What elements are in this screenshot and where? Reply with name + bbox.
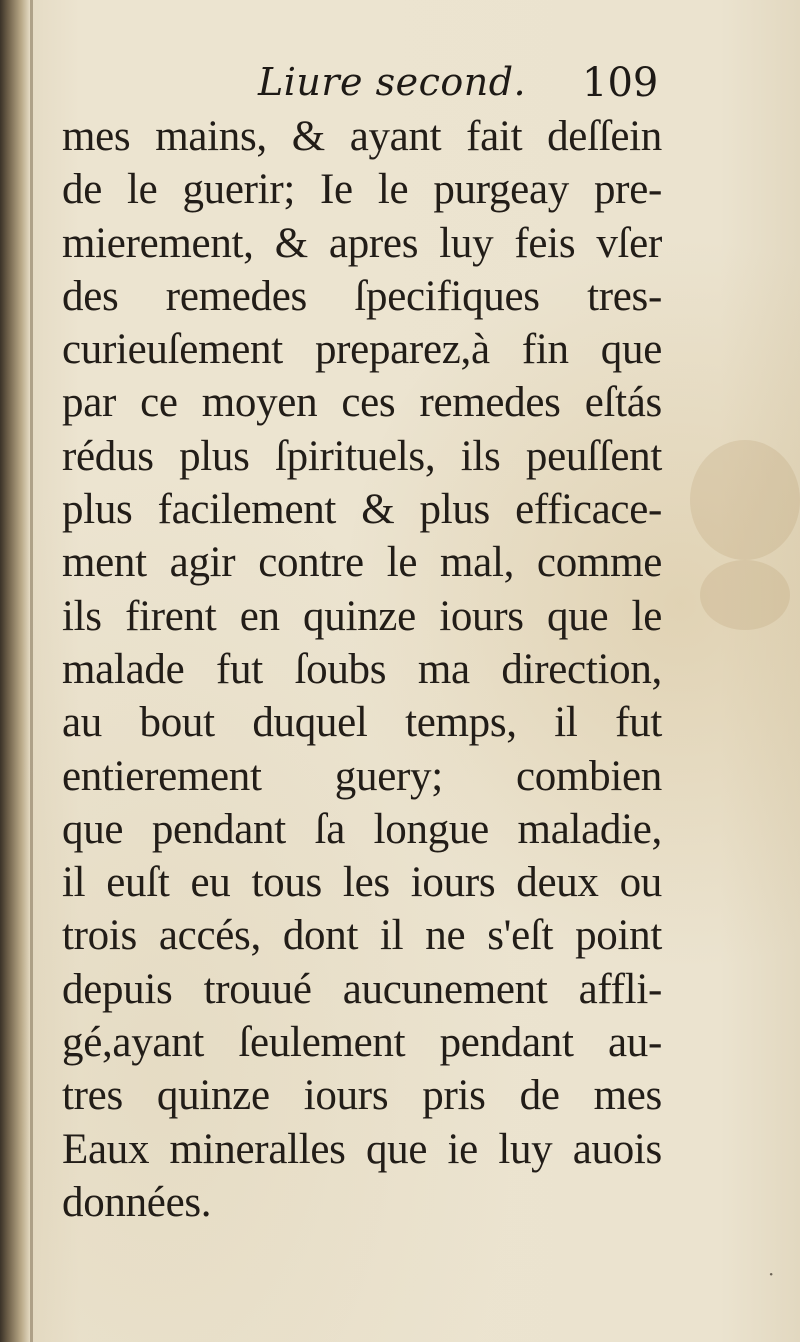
text-line: mes mains, & ayant fait deſſein <box>62 113 662 160</box>
running-title: Liure second. <box>258 60 527 104</box>
text-line: Eaux mineralles que ie luy auois <box>62 1125 662 1173</box>
text-line: trois accés, dont il ne s'eſt point <box>62 912 662 960</box>
foxing-stain <box>700 560 790 630</box>
text-line: rédus plus ſpirituels, ils peuſſent <box>62 432 662 480</box>
text-line: malade fut ſoubs ma direction, <box>62 645 662 693</box>
text-line: que pendant ſa longue maladie, <box>62 805 662 853</box>
text-line: ment agir contre le mal, comme <box>62 539 662 587</box>
text-line: gé,ayant ſeulement pendant au- <box>62 1019 662 1067</box>
page-number: 109 <box>582 60 659 106</box>
text-line: entierement guery; combien <box>62 752 662 800</box>
text-line: ils firent en quinze iours que le <box>62 592 662 640</box>
text-line: par ce moyen ces remedes eſtás <box>62 379 662 427</box>
text-line: mierement, & apres luy feis vſer <box>62 219 662 267</box>
text-line: au bout duquel temps, il fut <box>62 699 662 747</box>
body-text <box>62 110 662 1229</box>
text-line: données. <box>62 1178 212 1226</box>
text-line: des remedes ſpecifiques tres- <box>62 272 662 320</box>
page-header <box>0 52 800 112</box>
text-line: de le guerir; Ie le purgeay pre- <box>62 166 662 214</box>
text-line: il euſt eu tous les iours deux ou <box>62 859 662 907</box>
foxing-stain <box>690 440 800 560</box>
margin-specks: · <box>768 1262 775 1286</box>
text-line: depuis trouué aucunement affli- <box>62 965 662 1013</box>
text-line: plus facilement & plus efficace- <box>62 486 662 534</box>
binding-edge <box>30 0 33 1342</box>
text-line: curieuſement preparez,à fin que <box>62 326 662 374</box>
binding-gutter <box>0 0 30 1342</box>
text-line: tres quinze iours pris de mes <box>62 1072 662 1120</box>
